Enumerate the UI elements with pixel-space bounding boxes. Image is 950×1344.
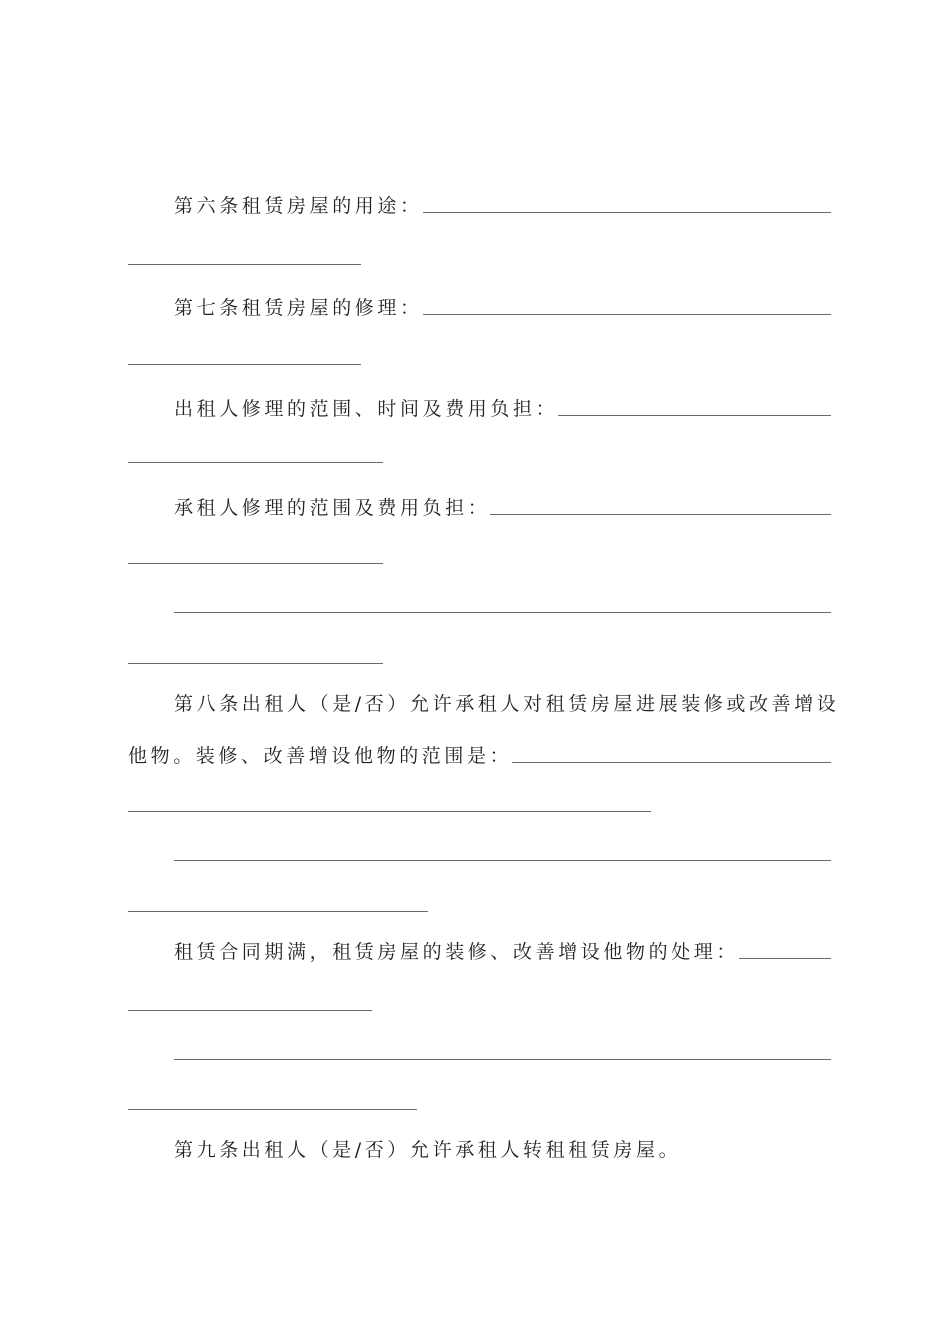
clause-lessor-repair-label: 出租人修理的范围、时间及费用负担： — [174, 398, 559, 420]
blank-line — [512, 762, 831, 763]
blank-line — [128, 264, 361, 265]
blank-line — [174, 860, 831, 861]
blank-line — [739, 958, 831, 959]
clause-article-6 — [174, 188, 831, 222]
blank-line — [128, 364, 361, 365]
clause-article-8-line-1 — [174, 686, 840, 720]
blank-line — [174, 1059, 831, 1060]
blank-line — [128, 462, 383, 463]
clause-lessee-repair-label: 承租人修理的范围及费用负担： — [174, 497, 491, 519]
blank-line — [174, 612, 831, 613]
blank-line — [128, 663, 383, 664]
clause-article-7 — [174, 290, 831, 324]
clause-article-8-text-cont: 他物。装修、改善增设他物的范围是： — [128, 745, 513, 767]
blank-line — [423, 212, 831, 213]
clause-article-9 — [174, 1132, 831, 1166]
clause-lessee-repair — [174, 490, 831, 524]
blank-line — [128, 1010, 372, 1011]
clause-article-8-line-2 — [128, 738, 831, 772]
blank-line — [128, 811, 651, 812]
blank-line — [558, 415, 831, 416]
clause-expiry-handling — [174, 934, 831, 968]
blank-line — [128, 911, 428, 912]
clause-article-6-label: 第六条租赁房屋的用途： — [174, 195, 423, 217]
clause-article-7-label: 第七条租赁房屋的修理： — [174, 297, 423, 319]
blank-line — [423, 314, 831, 315]
blank-line — [128, 563, 383, 564]
clause-expiry-handling-label: 租赁合同期满，租赁房屋的装修、改善增设他物的处理： — [174, 941, 740, 963]
clause-article-9-text: 第九条出租人（是/否）允许承租人转租租赁房屋。 — [174, 1139, 682, 1161]
clause-article-8-text: 第八条出租人（是/否）允许承租人对租赁房屋进展装修或改善增设 — [174, 693, 840, 715]
blank-line — [128, 1109, 417, 1110]
blank-line — [490, 514, 831, 515]
clause-lessor-repair — [174, 391, 831, 425]
